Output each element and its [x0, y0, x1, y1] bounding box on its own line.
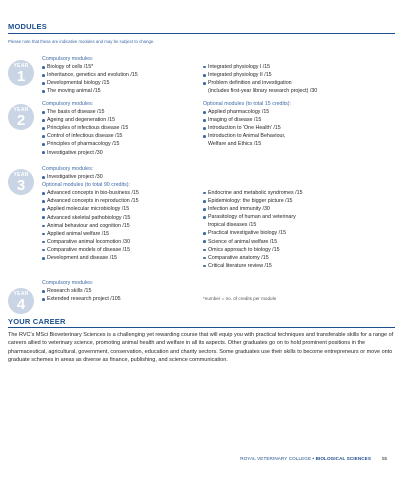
- bullet-icon: [42, 151, 45, 154]
- year-2-left-column: [42, 100, 192, 157]
- bullet-icon: [42, 82, 45, 85]
- bullet-icon: [203, 74, 206, 77]
- module-item: Investigative project /30: [42, 173, 197, 181]
- year-number: 3: [16, 177, 26, 194]
- module-item: Principles of infectious disease /15: [42, 124, 192, 132]
- module-item: Introduction to Animal Behaviour, Welfare and Ethics /15: [203, 132, 398, 148]
- year-label: YEAR: [13, 107, 29, 113]
- footer-section: BIOLOGICAL SCIENCES: [315, 456, 371, 461]
- module-item: Investigative project /30: [42, 149, 192, 157]
- module-item: Comparative models of disease /15: [42, 246, 197, 254]
- module-item: Ageing and degeneration /15: [42, 116, 192, 124]
- module-item: The basis of disease /15: [42, 108, 192, 116]
- bullet-icon: [42, 66, 45, 69]
- bullet-icon: [42, 200, 45, 203]
- compulsory-heading: Compulsory modules:: [42, 166, 94, 172]
- module-item: Integrated physiology II /15: [203, 71, 398, 79]
- year-3-badge: [8, 169, 34, 195]
- bullet-icon: [203, 216, 206, 219]
- year-1-left-column: [42, 55, 190, 95]
- year-4-left-column: [42, 279, 197, 303]
- year-2-badge: [8, 104, 34, 130]
- bullet-icon: [203, 208, 206, 211]
- module-item: Control of infectious disease /15: [42, 132, 192, 140]
- year-label: YEAR: [13, 172, 29, 178]
- bullet-icon: [42, 216, 45, 219]
- bullet-icon: [42, 119, 45, 122]
- footer-college: ROYAL VETERINARY COLLEGE: [240, 456, 312, 461]
- bullet-icon: [42, 135, 45, 138]
- bullet-icon: [42, 90, 45, 93]
- module-item: Principles of pharmacology /15: [42, 140, 192, 148]
- bullet-icon: [203, 200, 206, 203]
- bullet-icon: [203, 111, 206, 114]
- bullet-icon: [42, 241, 45, 244]
- bullet-icon: [42, 249, 45, 252]
- optional-heading: Optional modules (to total 15 credits):: [203, 101, 292, 107]
- module-item: Endocrine and metabolic syndromes /15: [203, 189, 398, 197]
- year-2-right-column: [203, 100, 398, 149]
- page-number: 55: [382, 456, 388, 461]
- modules-note: Please note that these are indicative modules and may be subject to change.: [8, 39, 155, 44]
- year-number: 2: [16, 112, 26, 129]
- bullet-icon: [42, 208, 45, 211]
- bullet-icon: [42, 143, 45, 146]
- career-paragraph: The RVC's MSci Bioveterinary Sciences is a challenging yet rewarding course that will equip you with practical techniques and transferable skills for a range of careers allied to veterinary science, promoting animal health and welfare in all its aspects. Other graduates go on to hold prominent positions in the pharmaceutical, agricultural, government, conservation, education and charity sectors. Some graduates use their skills to become entrepreneurs or move onto graduate schemes in areas as diverse as finance, publishing, and science communication.: [8, 332, 394, 363]
- bullet-icon: [42, 290, 45, 293]
- module-item: Infection and immunity /30: [203, 205, 398, 213]
- module-item: The moving animal /15: [42, 87, 190, 95]
- year-3-left-column: [42, 165, 197, 262]
- bullet-icon: [203, 192, 206, 195]
- module-item: Applied animal welfare /15: [42, 230, 197, 238]
- optional-heading: Optional modules (to total 90 credits):: [42, 182, 131, 189]
- career-heading: YOUR CAREER: [8, 317, 66, 326]
- module-item: Comparative animal locomotion /30: [42, 238, 197, 246]
- module-item: Critical literature review /15: [203, 262, 398, 270]
- modules-heading: MODULES: [8, 22, 47, 31]
- module-item: Introduction to 'One Health' /15: [203, 124, 398, 132]
- bullet-icon: [203, 249, 206, 252]
- module-item: Biology of cells /15*: [42, 63, 190, 71]
- bullet-icon: [42, 298, 45, 301]
- credits-footnote: *number = no. of credits per module: [203, 296, 277, 301]
- bullet-icon: [42, 233, 45, 236]
- bullet-icon: [42, 225, 45, 228]
- bullet-icon: [42, 176, 45, 179]
- footer-separator: •: [311, 456, 316, 461]
- bullet-icon: [203, 257, 206, 260]
- bullet-icon: [203, 232, 206, 235]
- module-item: Parasitology of human and veterinary tropical diseases /15: [203, 213, 398, 229]
- modules-divider: [8, 33, 395, 34]
- year-1-badge: [8, 60, 34, 86]
- module-item: Development and disease /15: [42, 254, 197, 262]
- year-1-right-column: [203, 63, 398, 95]
- module-item: Practical investigative biology /15: [203, 229, 398, 237]
- module-item: Advanced skeletal pathobiology /15: [42, 214, 197, 222]
- bullet-icon: [203, 135, 206, 138]
- module-item: Problem definition and investigation (includes first-year library research project) /30: [203, 79, 398, 95]
- module-item: Applied pharmacology /15: [203, 108, 398, 116]
- module-item: Imaging of disease /15: [203, 116, 398, 124]
- bullet-icon: [203, 127, 206, 130]
- module-item: Comparative anatomy /15: [203, 254, 398, 262]
- year-label: YEAR: [13, 63, 29, 69]
- module-item: Developmental biology /15: [42, 79, 190, 87]
- module-item: Research skills /15: [42, 287, 197, 295]
- module-item: Animal behaviour and cognition /15: [42, 222, 197, 230]
- career-divider: [8, 327, 395, 328]
- bullet-icon: [42, 192, 45, 195]
- year-3-right-column: [203, 189, 398, 270]
- year-number: 4: [16, 296, 26, 313]
- bullet-icon: [42, 74, 45, 77]
- module-item: Epidemiology: the bigger picture /15: [203, 197, 398, 205]
- module-item: Applied molecular microbiology /15: [42, 205, 197, 213]
- page-footer: [240, 456, 371, 461]
- bullet-icon: [203, 66, 206, 69]
- module-item: Extended research project /105: [42, 295, 197, 303]
- bullet-icon: [42, 257, 45, 260]
- bullet-icon: [203, 119, 206, 122]
- compulsory-heading: Compulsory modules:: [42, 280, 94, 286]
- year-label: YEAR: [13, 291, 29, 297]
- bullet-icon: [203, 265, 206, 268]
- module-item: Advanced concepts in reproduction /15: [42, 197, 197, 205]
- module-item: Advanced concepts in bio-business /15: [42, 189, 197, 197]
- module-item: Integrated physiology I /15: [203, 63, 398, 71]
- compulsory-heading: Compulsory modules:: [42, 56, 94, 62]
- bullet-icon: [42, 111, 45, 114]
- module-item: Omics approach to biology /15: [203, 246, 398, 254]
- year-number: 1: [16, 68, 26, 85]
- module-item: Science of animal welfare /15: [203, 238, 398, 246]
- year-4-badge: [8, 288, 34, 314]
- compulsory-heading: Compulsory modules:: [42, 101, 94, 107]
- module-item: Inheritance, genetics and evolution /15: [42, 71, 190, 79]
- bullet-icon: [203, 240, 206, 243]
- bullet-icon: [203, 82, 206, 85]
- bullet-icon: [42, 127, 45, 130]
